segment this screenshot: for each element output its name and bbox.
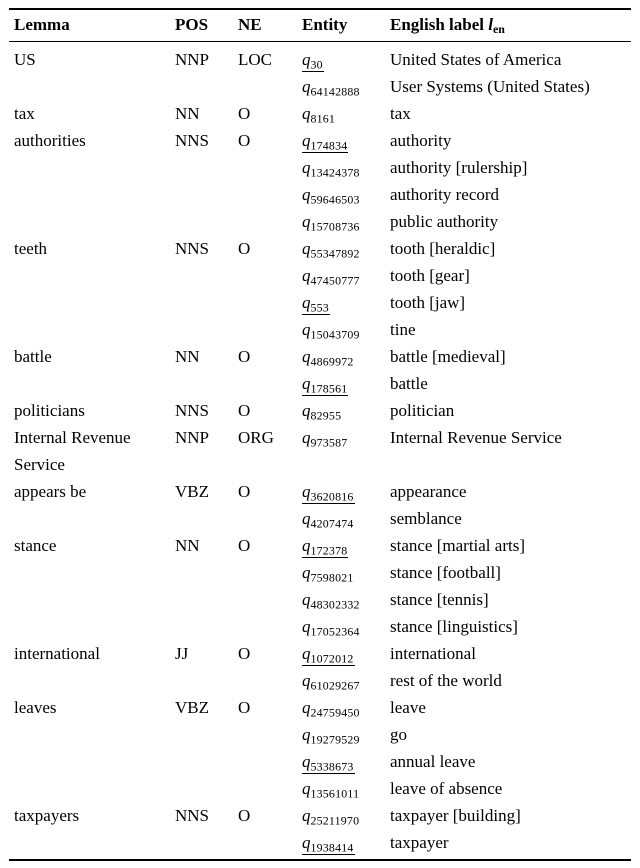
entity-subscript: 47450777 [310,273,360,288]
table-row [9,73,631,100]
ne-cell: O [238,239,251,258]
ne-cell: O [238,482,251,501]
ne-cell: ORG [238,428,274,447]
table-row [9,505,631,532]
pos-cell [175,559,238,586]
entity-subscript: 7598021 [310,570,354,585]
ne-cell [238,262,302,289]
lemma-cell: US [14,50,36,69]
label-cell: international [390,644,476,663]
pos-cell: NNS [175,131,210,150]
entity-subscript: 64142888 [310,84,360,99]
lemma-cell [9,748,175,775]
col-header-english-label [390,9,631,42]
entity-cell [302,208,390,235]
entity-subscript: 30 [310,57,323,72]
entity-subscript: 3620816 [310,489,354,504]
entity-id [302,806,360,827]
table-row [9,100,631,127]
table-row [9,424,631,478]
entity-cell [302,370,390,397]
entity-subscript: 61029267 [310,678,360,693]
ne-cell [238,154,302,181]
pos-cell [175,289,238,316]
entity-cell [302,397,390,424]
entity-id [302,698,361,719]
entity-id-selected [302,293,330,315]
entity-cell [302,42,390,74]
pos-cell [175,208,238,235]
entity-subscript: 4207474 [310,516,354,531]
entity-subscript: 4869972 [310,354,354,369]
entity-cell [302,640,390,667]
ne-cell [238,208,302,235]
ne-cell: O [238,401,251,420]
pos-cell [175,262,238,289]
entity-q: q [302,779,311,798]
table-row [9,478,631,505]
entity-subscript: 15708736 [310,219,360,234]
entity-subscript: 19279529 [310,732,360,747]
ne-cell: O [238,644,251,663]
pos-cell [175,181,238,208]
entity-subscript: 17052364 [310,624,360,639]
entity-q: q [302,698,311,717]
ne-cell: O [238,698,251,717]
entity-id [302,266,361,287]
english-label-variable: l [488,15,493,34]
pos-cell [175,586,238,613]
ne-cell [238,829,302,860]
entity-subscript: 24759450 [310,705,360,720]
ne-cell: O [238,131,251,150]
entity-subscript: 8161 [310,111,336,126]
entity-cell [302,289,390,316]
entity-subscript: 59646503 [310,192,360,207]
lemma-cell [9,316,175,343]
lemma-cell: teeth [14,239,48,258]
entity-subscript: 25211970 [310,813,360,828]
ne-cell [238,667,302,694]
entity-cell [302,802,390,829]
entity-q: q [302,185,311,204]
pos-cell [175,370,238,397]
entity-id-selected [302,374,348,396]
lemma-cell [9,613,175,640]
entity-id [302,347,355,368]
table-row [9,559,631,586]
entity-id [302,671,361,692]
label-cell: tooth [heraldic] [390,239,496,258]
label-cell: rest of the world [390,671,502,690]
entity-q: q [302,212,311,231]
lemma-cell [9,262,175,289]
entity-cell [302,154,390,181]
entity-subscript: 1938414 [310,840,354,855]
entity-cell [302,775,390,802]
entity-id-selected [302,752,355,774]
lemma-cell: Internal Revenue Service [14,428,131,474]
entity-id [302,185,361,206]
table-row [9,694,631,721]
entity-subscript: 13561011 [310,786,360,801]
label-cell: politician [390,401,455,420]
entity-cell [302,343,390,370]
entity-subscript: 13424378 [310,165,360,180]
lemma-cell [9,775,175,802]
entity-id [302,104,336,125]
entity-id [302,590,361,611]
table-row [9,613,631,640]
lemma-cell [9,586,175,613]
pos-cell: NN [175,347,200,366]
label-cell: tine [390,320,416,339]
ne-cell [238,316,302,343]
table-row [9,667,631,694]
entity-id-selected [302,536,348,558]
label-cell: taxpayer [390,833,449,852]
entity-cell [302,532,390,559]
lemma-cell: international [14,644,100,663]
ne-cell: O [238,536,251,555]
label-cell: authority [390,131,452,150]
table-row [9,181,631,208]
label-cell: tooth [jaw] [390,293,466,312]
ne-cell [238,181,302,208]
table-row [9,397,631,424]
label-cell: authority record [390,185,500,204]
ne-cell: O [238,104,251,123]
ne-cell [238,559,302,586]
entity-q: q [302,590,311,609]
ne-cell [238,73,302,100]
pos-cell: JJ [175,644,189,663]
pos-cell [175,829,238,860]
label-cell: stance [tennis] [390,590,489,609]
label-cell: public authority [390,212,499,231]
table-row [9,640,631,667]
lemma-cell [9,667,175,694]
table-row [9,532,631,559]
entity-q: q [302,374,311,393]
entity-q: q [302,158,311,177]
entity-q: q [302,347,311,366]
ne-cell [238,775,302,802]
pos-cell: NN [175,536,200,555]
lemma-cell: politicians [14,401,85,420]
entity-id [302,212,361,233]
col-header-lemma: Lemma [9,9,175,42]
label-cell: stance [martial arts] [390,536,525,555]
label-cell: leave of absence [390,779,503,798]
pos-cell [175,73,238,100]
ne-cell [238,370,302,397]
lemma-cell [9,721,175,748]
lemma-cell [9,154,175,181]
entity-subscript: 15043709 [310,327,360,342]
entity-id [302,77,361,98]
pos-cell [175,316,238,343]
lemma-cell [9,505,175,532]
entity-cell [302,478,390,505]
entity-q: q [302,509,311,528]
lemma-cell [9,829,175,860]
entity-subscript: 55347892 [310,246,360,261]
entity-q: q [302,239,311,258]
ne-cell [238,721,302,748]
entity-q: q [302,266,311,285]
label-cell: User Systems (United States) [390,77,590,96]
label-cell: United States of America [390,50,562,69]
entity-cell [302,235,390,262]
pos-cell [175,775,238,802]
entity-cell [302,100,390,127]
label-cell: authority [rulership] [390,158,528,177]
pos-cell [175,667,238,694]
table-row [9,721,631,748]
entity-q: q [302,293,311,312]
table-head [9,9,631,42]
entity-id-selected [302,644,355,666]
ne-cell: LOC [238,50,272,69]
entity-subscript: 178561 [310,381,348,396]
entity-id [302,779,360,800]
label-cell: stance [football] [390,563,501,582]
lemma-cell [9,289,175,316]
ne-cell [238,505,302,532]
label-cell: taxpayer [building] [390,806,521,825]
pos-cell [175,748,238,775]
table-row [9,343,631,370]
entity-id [302,239,361,260]
entity-q: q [302,833,311,852]
entity-q: q [302,725,311,744]
ne-cell [238,613,302,640]
pos-cell: NN [175,104,200,123]
ne-cell [238,289,302,316]
entity-id [302,509,355,530]
entity-subscript: 172378 [310,543,348,558]
entity-id-selected [302,50,324,72]
label-cell: appearance [390,482,467,501]
entity-cell [302,694,390,721]
entity-subscript: 5338673 [310,759,354,774]
lemma-cell: stance [14,536,57,555]
lemma-cell: battle [14,347,52,366]
pos-cell [175,721,238,748]
lemma-cell: appears be [14,482,87,501]
table-row [9,154,631,181]
ne-cell: O [238,806,251,825]
label-cell: tooth [gear] [390,266,470,285]
lemma-cell: tax [14,104,35,123]
label-cell: tax [390,104,411,123]
pos-cell: VBZ [175,482,209,501]
entity-cell [302,181,390,208]
table-row [9,775,631,802]
lemma-cell [9,73,175,100]
entity-q: q [302,536,311,555]
entity-q: q [302,104,311,123]
entity-subscript: 973587 [310,435,348,450]
entity-cell [302,127,390,154]
pos-cell: NNP [175,50,210,69]
lemma-cell [9,370,175,397]
pos-cell: NNP [175,428,210,447]
entity-subscript: 82955 [310,408,342,423]
entity-q: q [302,77,311,96]
label-cell: battle [390,374,428,393]
lemma-cell [9,181,175,208]
entity-subscript: 553 [310,300,329,315]
entity-cell [302,721,390,748]
lemma-cell [9,559,175,586]
label-cell: stance [linguistics] [390,617,518,636]
entity-q: q [302,806,311,825]
pos-cell: VBZ [175,698,209,717]
label-cell: battle [medieval] [390,347,506,366]
label-cell: leave [390,698,426,717]
entity-cell [302,505,390,532]
entity-q: q [302,482,311,501]
entity-id [302,158,361,179]
pos-cell: NNS [175,239,210,258]
pos-cell: NNS [175,401,210,420]
pos-cell: NNS [175,806,210,825]
entity-q: q [302,671,311,690]
entity-q: q [302,563,311,582]
entity-id-selected [302,482,355,504]
col-header-ne: NE [238,9,302,42]
entity-id-selected [302,131,348,153]
table-row [9,802,631,829]
entity-cell [302,613,390,640]
entity-id [302,428,348,449]
entity-cell [302,424,390,478]
label-cell: go [390,725,407,744]
label-cell: Internal Revenue Service [390,428,562,447]
pos-cell [175,505,238,532]
pos-cell [175,154,238,181]
entity-q: q [302,752,311,771]
table-row [9,42,631,74]
entity-q: q [302,617,311,636]
lemma-cell: authorities [14,131,86,150]
entity-cell [302,829,390,860]
english-label-text: English label [390,15,485,34]
entity-q: q [302,320,311,339]
table-body [9,42,631,861]
entity-q: q [302,401,311,420]
entity-subscript: 1072012 [310,651,354,666]
entity-id [302,320,361,341]
entity-subscript: 174834 [310,138,348,153]
lemma-cell: taxpayers [14,806,80,825]
entity-q: q [302,428,311,447]
entity-id [302,563,355,584]
entity-cell [302,559,390,586]
ne-cell [238,748,302,775]
english-label-subscript: en [493,21,505,36]
ne-cell [238,586,302,613]
lemma-cell [9,208,175,235]
table-row [9,235,631,262]
col-header-entity: Entity [302,9,390,42]
entity-q: q [302,131,311,150]
table-row [9,316,631,343]
entity-linking-table [9,8,631,861]
table-row [9,289,631,316]
table-row [9,262,631,289]
table-row [9,127,631,154]
table-row [9,370,631,397]
entity-cell [302,73,390,100]
col-header-pos: POS [175,9,238,42]
table-row [9,586,631,613]
entity-cell [302,316,390,343]
entity-q: q [302,644,311,663]
ne-cell: O [238,347,251,366]
entity-subscript: 48302332 [310,597,360,612]
entity-cell [302,262,390,289]
table-row [9,748,631,775]
entity-id [302,725,361,746]
table-row [9,208,631,235]
entity-cell [302,667,390,694]
entity-id [302,617,361,638]
entity-cell [302,586,390,613]
entity-id-selected [302,833,355,855]
table-row [9,829,631,860]
pos-cell [175,613,238,640]
entity-cell [302,748,390,775]
label-cell: semblance [390,509,462,528]
header-row [9,9,631,42]
label-cell: annual leave [390,752,476,771]
entity-id [302,401,342,422]
lemma-cell: leaves [14,698,57,717]
entity-q: q [302,50,311,69]
